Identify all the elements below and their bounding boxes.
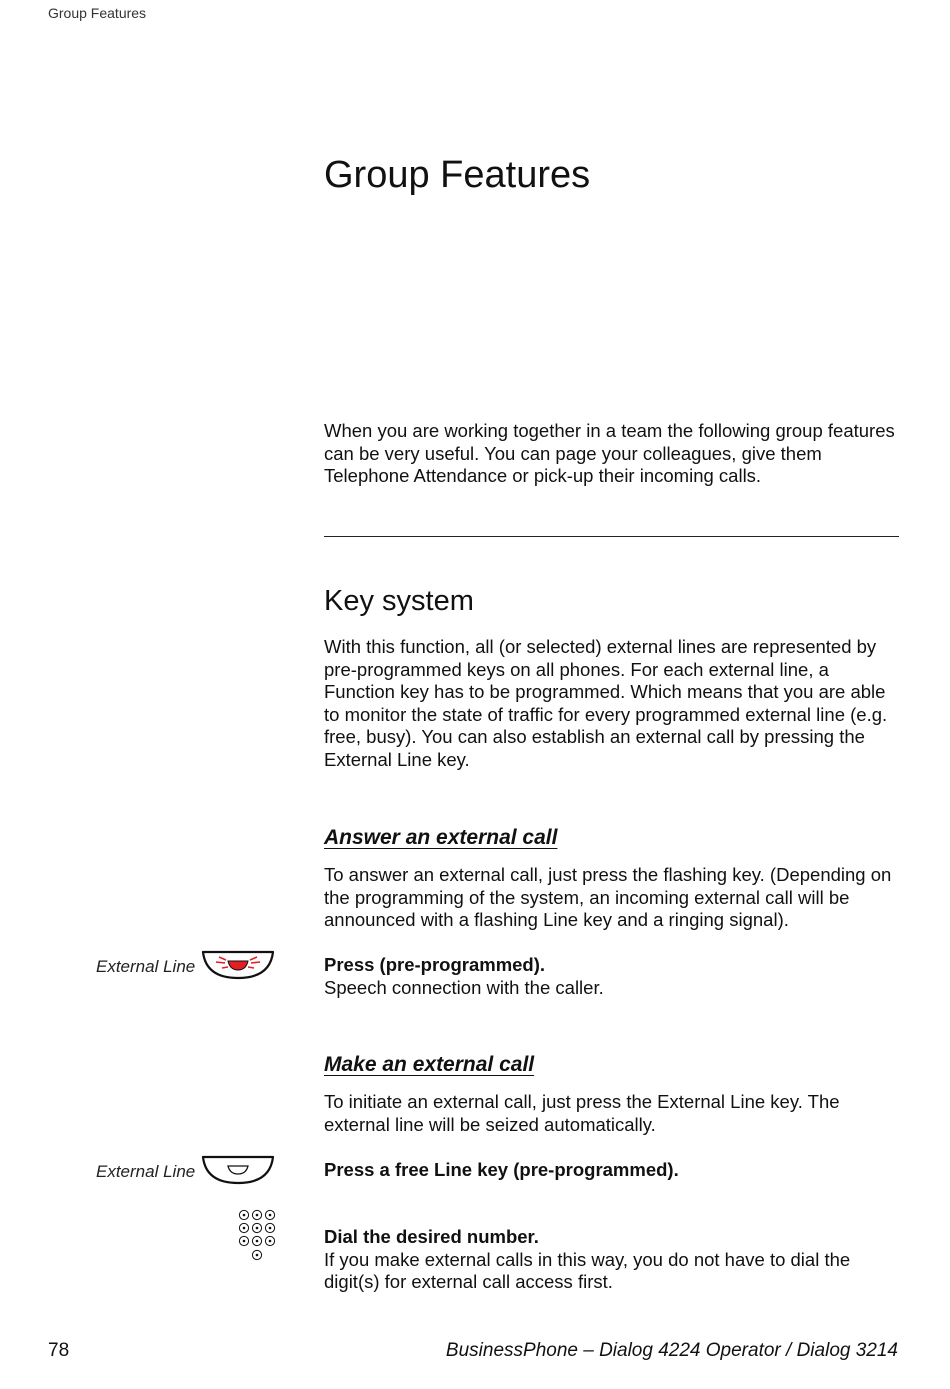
page-title: Group Features [324,154,591,196]
page-number: 78 [48,1340,70,1361]
make-step-2-note: If you make external calls in this way, you do not have to dial the digit(s) for external call access first. [324,1248,851,1292]
make-description: To initiate an external call, just press the External Line key. The external line will be seized automatically. [324,1091,840,1135]
make-step-1 [324,1159,904,1182]
flashing-line-key-icon [200,948,278,982]
running-header: Group Features [48,5,147,21]
answer-step [324,954,904,999]
key-system-description: With this function, all (or selected) external lines are represented by pre-programmed keys on all phones. For each external line, a Function key has to be programmed. Which means that you are able to monitor the state of traffic for every programmed external line (e.g. free, busy). You can also establish an external call by pressing the External Line key. [324,636,888,770]
footer-document-title: BusinessPhone – Dialog 4224 Operator / Dialog 3214 [445,1340,898,1361]
external-line-label: External Line [96,957,196,976]
make-step-2 [324,1226,904,1294]
external-line-label-2: External Line [96,1162,196,1181]
intro-paragraph: When you are working together in a team the following group features can be very useful. You can page your colleagues, give them Telephone Attendance or pick-up their incoming calls. [324,420,895,486]
section-divider [324,536,899,537]
section-title-key-system: Key system [324,585,474,617]
answer-step-result: Speech connection with the caller. [324,976,604,998]
keypad-icon [236,1207,280,1265]
answer-step-instruction: Press (pre-programmed). [324,954,546,975]
answer-description: To answer an external call, just press the flashing key. (Depending on the programming of the system, an incoming external call will be announced with a flashing Line key and a ringing signal). [324,864,892,930]
line-key-icon [200,1153,278,1187]
make-step-2-instruction: Dial the desired number. [324,1226,539,1247]
subhead-make-external-call: Make an external call [324,1053,535,1076]
make-step-1-instruction: Press a free Line key (pre-programmed). [324,1159,679,1180]
subhead-answer-external-call: Answer an external call [324,826,558,849]
